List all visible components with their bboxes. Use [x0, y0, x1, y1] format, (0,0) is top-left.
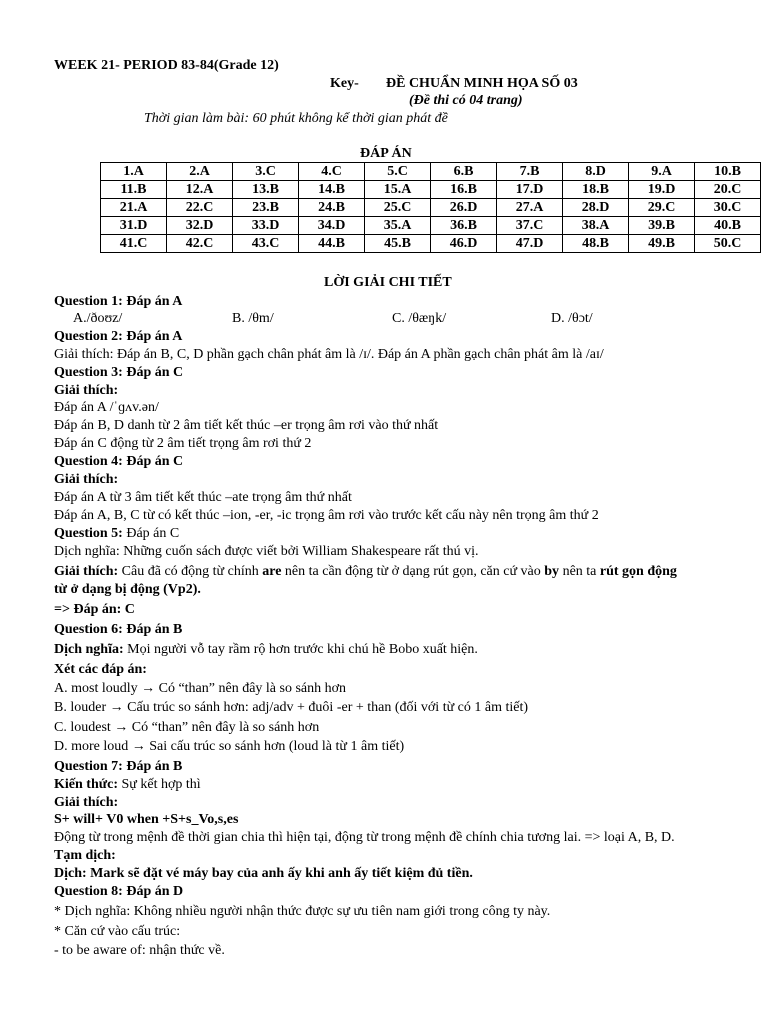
- q7-knowledge-label: Kiến thức:: [54, 777, 119, 792]
- q5-expl-text-a: Câu đã có động từ chính: [118, 564, 263, 579]
- answer-key-cell: 50.C: [695, 235, 761, 253]
- q3-label: Giải thích:: [54, 383, 119, 398]
- answer-key-cell: 16.B: [431, 181, 497, 199]
- answer-key-cell: 42.C: [167, 235, 233, 253]
- answer-key-cell: 48.B: [563, 235, 629, 253]
- answer-key-cell: 31.D: [101, 217, 167, 235]
- answer-key-cell: 41.C: [101, 235, 167, 253]
- answer-key-cell: 2.A: [167, 163, 233, 181]
- q4-line-1: Đáp án A từ 3 âm tiết kết thúc –ate trọng âm thứ nhất: [54, 490, 352, 505]
- q5-heading-answer: Đáp án C: [122, 526, 180, 541]
- answer-key-cell: 5.C: [365, 163, 431, 181]
- answer-key-cell: 49.B: [629, 235, 695, 253]
- answer-key-cell: 36.B: [431, 217, 497, 235]
- answer-key-cell: 22.C: [167, 199, 233, 217]
- document-title: ĐỀ CHUẨN MINH HỌA SỐ 03: [386, 76, 578, 91]
- answer-key-cell: 47.D: [497, 235, 563, 253]
- q5-expl-text-b: nên ta cần động từ ở dạng rút gọn, căn cứ vào: [281, 564, 545, 579]
- q7-formula: S+ will+ V0 when +S+s_Vo,s,es: [54, 812, 239, 827]
- q4-label: Giải thích:: [54, 472, 119, 487]
- q7-temp-label: Tạm dịch:: [54, 848, 116, 863]
- q6-translation-label: Dịch nghĩa:: [54, 642, 124, 657]
- q6-heading: Question 6: Đáp án B: [54, 622, 183, 637]
- answer-key-cell: 40.B: [695, 217, 761, 235]
- q5-expl-label: Giải thích:: [54, 564, 119, 579]
- answer-key-row: [101, 199, 761, 217]
- q6-option-a: A. most loudly → Có “than” nên đây là so sánh hơn: [54, 681, 347, 696]
- answer-key-cell: 1.A: [101, 163, 167, 181]
- answer-key-cell: 35.A: [365, 217, 431, 235]
- answer-key-cell: 7.B: [497, 163, 563, 181]
- q3-line-3: Đáp án C động từ 2 âm tiết trọng âm rơi thứ 2: [54, 436, 312, 451]
- answer-key-cell: 3.C: [233, 163, 299, 181]
- answer-key-table: [100, 162, 761, 253]
- q8-line-2: * Căn cứ vào cấu trúc:: [54, 924, 181, 939]
- q5-heading-number: Question 5:: [54, 526, 123, 541]
- q7-translation: Dịch: Mark sẽ đặt vé máy bay của anh ấy khi anh ấy tiết kiệm đủ tiền.: [54, 866, 473, 881]
- answer-key-cell: 10.B: [695, 163, 761, 181]
- answer-key-cell: 43.C: [233, 235, 299, 253]
- q2-heading: Question 2: Đáp án A: [54, 329, 183, 344]
- week-heading: WEEK 21- PERIOD 83-84(Grade 12): [54, 58, 279, 73]
- answer-key-cell: 13.B: [233, 181, 299, 199]
- answer-key-cell: 26.D: [431, 199, 497, 217]
- answer-key-cell: 30.C: [695, 199, 761, 217]
- answer-key-cell: 34.D: [299, 217, 365, 235]
- answer-key-cell: 23.B: [233, 199, 299, 217]
- answer-key-cell: 37.C: [497, 217, 563, 235]
- q6-option-b: B. louder → Cấu trúc so sánh hơn: adj/adv + đuôi -er + than (đối với từ có 1 âm tiết): [54, 700, 529, 715]
- answer-key-title: ĐÁP ÁN: [360, 146, 412, 161]
- solutions-title: LỜI GIẢI CHI TIẾT: [324, 275, 452, 290]
- q1-option-a: A./ðoʊz/: [73, 311, 123, 326]
- q8-line-3: - to be aware of: nhận thức về.: [54, 943, 225, 958]
- q1-option-c: C. /θæŋk/: [392, 311, 447, 326]
- answer-key-row: [101, 163, 761, 181]
- q1-option-d: D. /θɔt/: [551, 311, 593, 326]
- q1-option-b: B. /θm/: [232, 311, 274, 326]
- q7-heading: Question 7: Đáp án B: [54, 759, 183, 774]
- q6-translation: [54, 641, 478, 658]
- answer-key-cell: 38.A: [563, 217, 629, 235]
- answer-key-row: [101, 181, 761, 199]
- answer-key-cell: 4.C: [299, 163, 365, 181]
- answer-key-cell: 45.B: [365, 235, 431, 253]
- answer-key-cell: 11.B: [101, 181, 167, 199]
- answer-key-cell: 18.B: [563, 181, 629, 199]
- q3-line-1: Đáp án A /ˈɡʌv.ən/: [54, 400, 159, 415]
- answer-key-cell: 25.C: [365, 199, 431, 217]
- answer-key-cell: 46.D: [431, 235, 497, 253]
- answer-key-cell: 21.A: [101, 199, 167, 217]
- answer-key-row: [101, 235, 761, 253]
- q4-line-2: Đáp án A, B, C từ có kết thúc –ion, -er, -ic trọng âm rơi vào trước kết cấu này nên trọng âm thứ 2: [54, 508, 599, 523]
- answer-key-cell: 39.B: [629, 217, 695, 235]
- q7-knowledge-text: Sự kết hợp thì: [118, 777, 201, 792]
- answer-key-cell: 20.C: [695, 181, 761, 199]
- q6-option-c: C. loudest → Có “than” nên đây là so sánh hơn: [54, 720, 320, 735]
- q2-explanation: Giải thích: Đáp án B, C, D phần gạch chân phát âm là /ɪ/. Đáp án A phần gạch chân phát âm là /aɪ/: [54, 347, 604, 362]
- answer-key-cell: 33.D: [233, 217, 299, 235]
- answer-key-cell: 6.B: [431, 163, 497, 181]
- pages-note: (Đề thi có 04 trang): [409, 93, 523, 108]
- q5-expl-are: are: [262, 564, 282, 579]
- q7-knowledge: [54, 776, 201, 793]
- answer-key-cell: 44.B: [299, 235, 365, 253]
- answer-key-cell: 17.D: [497, 181, 563, 199]
- q6-translation-text: Mọi người vỗ tay rầm rộ hơn trước khi chú hề Bobo xuất hiện.: [123, 642, 478, 657]
- q7-label: Giải thích:: [54, 795, 119, 810]
- q8-line-1: * Dịch nghĩa: Không nhiều người nhận thức được sự ưu tiên nam giới trong công ty này.: [54, 904, 551, 919]
- answer-key-cell: 27.A: [497, 199, 563, 217]
- time-note: Thời gian làm bài: 60 phút không kể thời gian phát đề: [144, 111, 448, 126]
- answer-key-cell: 15.A: [365, 181, 431, 199]
- q5-heading: [54, 525, 179, 542]
- answer-key-cell: 24.B: [299, 199, 365, 217]
- answer-key-cell: 12.A: [167, 181, 233, 199]
- q3-line-2: Đáp án B, D danh từ 2 âm tiết kết thúc –er trọng âm rơi vào thứ nhất: [54, 418, 439, 433]
- answer-key-cell: 9.A: [629, 163, 695, 181]
- q5-expl-by: by: [544, 564, 560, 579]
- answer-key-cell: 19.D: [629, 181, 695, 199]
- q4-heading: Question 4: Đáp án C: [54, 454, 184, 469]
- answer-key-row: [101, 217, 761, 235]
- answer-key-cell: 8.D: [563, 163, 629, 181]
- key-label: Key-: [330, 76, 359, 91]
- answer-key-cell: 28.D: [563, 199, 629, 217]
- q5-answer: => Đáp án: C: [54, 602, 135, 617]
- q5-expl-text-d: rút gọn động: [599, 564, 677, 579]
- answer-key-cell: 32.D: [167, 217, 233, 235]
- q5-explanation-cont: từ ở dạng bị động (Vp2).: [54, 582, 201, 597]
- q1-heading: Question 1: Đáp án A: [54, 294, 183, 309]
- q6-option-d: D. more loud → Sai cấu trúc so sánh hơn (loud là từ 1 âm tiết): [54, 739, 405, 754]
- q5-explanation: [54, 563, 677, 580]
- q6-consider: Xét các đáp án:: [54, 662, 147, 677]
- q5-translation: Dịch nghĩa: Những cuốn sách được viết bởi William Shakespeare rất thú vị.: [54, 544, 479, 559]
- q5-expl-text-c: nên ta: [559, 564, 600, 579]
- q8-heading: Question 8: Đáp án D: [54, 884, 184, 899]
- answer-key-cell: 29.C: [629, 199, 695, 217]
- answer-key-cell: 14.B: [299, 181, 365, 199]
- q7-explanation: Động từ trong mệnh đề thời gian chia thì hiện tại, động từ trong mệnh đề chính chia tương lai. => loại A, B, D.: [54, 830, 675, 845]
- q3-heading: Question 3: Đáp án C: [54, 365, 184, 380]
